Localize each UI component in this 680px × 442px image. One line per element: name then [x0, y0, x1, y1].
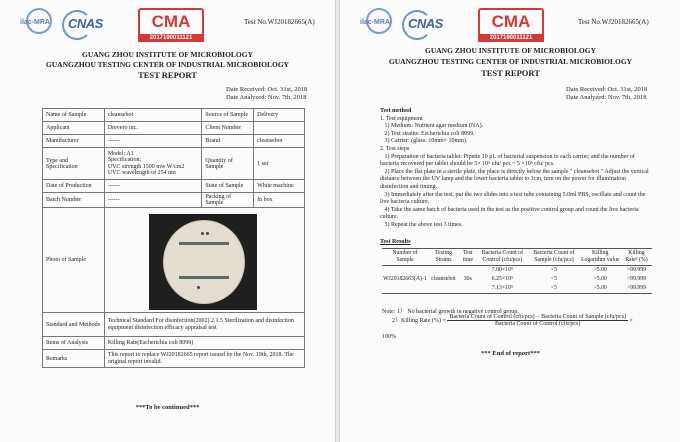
- table-row: [43, 313, 305, 337]
- sample-count: <5: [550, 276, 557, 282]
- center-name: GUANGZHOU TESTING CENTER OF INDUSTRIAL MICROBIOLOGY: [45, 60, 290, 69]
- state-value: White machine: [254, 180, 305, 193]
- applicant-value: Drevero inc.: [104, 122, 202, 135]
- report-title: TEST REPORT: [481, 68, 540, 78]
- table-row: [43, 122, 305, 135]
- test-method-section: [380, 108, 655, 230]
- col-control-count: Bacteria Count of Control (cfu/pcs): [477, 249, 529, 266]
- testing-strain: cleansebot: [428, 266, 459, 294]
- applicant-label: Applicant: [43, 122, 105, 135]
- standard-label: Standard and Methods: [43, 313, 105, 337]
- date-of-production-value: ------: [104, 180, 202, 193]
- report-page-2: [339, 0, 680, 442]
- killing-log: >5.00: [593, 276, 607, 282]
- remarks-value: This report to replace WJ20182665 report issued by the Nov. 19th, 2018. The original report invalid.: [104, 350, 304, 368]
- table-row: [43, 337, 305, 350]
- results-table: [382, 248, 652, 294]
- spec-text: Specification:: [107, 157, 142, 163]
- formula-fraction: [447, 314, 628, 327]
- formula-numerator: Bacteria Count of Control (cfu/pcs) − Bacteria Count of Sample (cfu/pcs): [449, 314, 627, 320]
- ilac-mra-logo-icon: ilac-MRA: [20, 8, 56, 34]
- photo-label: Photo of Sample: [43, 208, 105, 313]
- petri-dish: [163, 220, 245, 304]
- killing-rate-formula: [392, 314, 633, 327]
- method-line: 1) Medium: Nutrient agar medium (NA).: [380, 123, 484, 130]
- type-spec-value: [104, 148, 202, 180]
- batch-number-label: Batch Number: [43, 193, 105, 208]
- quantity-label: Quantity of Sample: [202, 148, 254, 180]
- killing-rate: >99.999: [626, 267, 647, 273]
- quantity-value: 1 set: [254, 148, 305, 180]
- test-method-lines: [380, 116, 655, 230]
- method-line: 2. Test steps: [380, 145, 410, 152]
- brand-value: cleansebot: [254, 135, 305, 148]
- packing-value: In box: [254, 193, 305, 208]
- cnas-logo-icon: CNAS: [58, 8, 122, 40]
- date-received: Date Received: Oct. 31st, 2018: [566, 86, 648, 93]
- date-analyzed: Date Analyzed: Nov. 7th, 2018: [566, 94, 647, 101]
- col-sample-count: Bacteria Count of Sample (cfu/pcs): [528, 249, 579, 266]
- method-line: 5) Repeat the above test 3 times.: [380, 221, 463, 228]
- manufacturer-label: Manufacturer: [43, 135, 105, 148]
- end-of-report: *** End of report***: [481, 350, 540, 357]
- col-testing-strains: Testing Strains: [428, 249, 459, 266]
- date-received: Date Received: Oct. 31st, 2018: [226, 86, 308, 93]
- killing-log: >5.00: [593, 267, 607, 273]
- control-count: 6.25×10⁵: [491, 276, 514, 282]
- col-killing-rate: Killing Rate² (%): [621, 249, 652, 266]
- table-row: [43, 135, 305, 148]
- note-1: Note: 1） No bacterial growth in negative control group.: [382, 309, 519, 315]
- killing-log: >5.00: [580, 284, 621, 294]
- test-results-title: Test Results: [380, 239, 411, 245]
- source-label: Source of Sample: [202, 109, 254, 122]
- test-number: Test No.WJ20182665(A): [578, 18, 649, 26]
- report-dates: [566, 86, 647, 102]
- method-line: 4) Take the same batch of bacteria used in the test as the positive control group and count the live bacteria culture.: [380, 206, 641, 221]
- model-text: Model: A1: [107, 150, 134, 157]
- manufacturer-value: ------: [104, 135, 202, 148]
- test-method-title: Test method: [380, 108, 412, 114]
- control-count: 7.00×10⁵: [491, 267, 514, 273]
- formula-prefix: 2）Killing Rate (%) =: [392, 317, 448, 324]
- report-page-1: [0, 0, 336, 442]
- method-line: 1. Test equipment: [380, 115, 423, 122]
- test-time: 30s: [459, 266, 476, 294]
- client-number-value: [254, 122, 305, 135]
- name-of-sample-value: cleansebot: [104, 109, 202, 122]
- table-row: [43, 193, 305, 208]
- standard-value: Technical Standard For disinfection(2002) 2.1.5 Sterilization and disinfection equipment disinfection efficacy appraisal test: [104, 313, 304, 337]
- cma-logo-icon: CMA 2017190011121: [478, 8, 542, 42]
- source-value: Delivery: [254, 109, 305, 122]
- items-value: Killing Rate(Escherichia coli 8099): [104, 337, 304, 350]
- formula-percent: 100%: [382, 334, 396, 340]
- items-label: Items of Analysis: [43, 337, 105, 350]
- type-spec-label: Type and Specification: [43, 148, 105, 180]
- cnas-logo-icon: CNAS: [398, 8, 462, 40]
- col-killing-log: Killing Logarithm value: [580, 249, 621, 266]
- date-analyzed: Date Analyzed: Nov. 7th, 2018: [226, 94, 307, 101]
- table-row: [382, 266, 652, 276]
- uvc-strength-text: UVC strength 1500 mw W/cm2: [107, 163, 185, 170]
- name-of-sample-label: Name of Sample: [43, 109, 105, 122]
- ilac-mra-logo-icon: ilac-MRA: [360, 8, 396, 34]
- table-row: [43, 180, 305, 193]
- institute-name: GUANG ZHOU INSTITUTE OF MICROBIOLOGY: [82, 50, 253, 59]
- state-label: State of Sample: [202, 180, 254, 193]
- continued-note: ***To be continued***: [135, 404, 200, 411]
- col-test-time: Test time: [459, 249, 476, 266]
- cma-logo-icon: CMA 2017190011121: [138, 8, 202, 42]
- test-number: Test No.WJ20182665(A): [244, 18, 315, 26]
- report-dates: [226, 86, 307, 102]
- sample-number: WJ20182665(A)-1: [382, 266, 428, 294]
- institute-name: GUANG ZHOU INSTITUTE OF MICROBIOLOGY: [425, 46, 596, 55]
- remarks-label: Remarks: [43, 350, 105, 368]
- method-line: 3) Immediately after the test, put the two slides into a test tube containing 5.0ml PBS, oscillate and count the live bacteria culture.: [380, 191, 647, 206]
- control-count: 7.13×10⁵: [477, 284, 529, 294]
- photo-cell: [104, 208, 304, 313]
- formula-suffix: ×: [629, 317, 633, 324]
- method-line: 3) Carrier: (glass: 10mm× 10mm).: [380, 138, 468, 145]
- sample-photo: [149, 214, 257, 310]
- center-name: GUANGZHOU TESTING CENTER OF INDUSTRIAL MICROBIOLOGY: [388, 57, 633, 66]
- sample-count: <5: [550, 267, 557, 273]
- formula-denominator: Bacteria Count of Control (cfu/pcs): [495, 321, 581, 327]
- results-header-row: [382, 249, 652, 266]
- method-line: 2) Place the flat plate in a sterile plate, the place is directly below the sample " cleansebot " Adjust the vertical distance between the UV lamp and the lower bacteria tablet to 1cm, turn on the power for illumination disinfection and timing.: [380, 168, 651, 190]
- client-number-label: Client Number: [202, 122, 254, 135]
- method-line: 1) Preparation of bacteria tablet: Pipette 10 μL of bacterial suspension to each carrier, and the number of bacteria recovered per tablet should be 5× 10⁵ cfu/ pcs ~ 5 ×10⁶ cfu/ pcs.: [380, 153, 637, 168]
- report-title: TEST REPORT: [138, 70, 197, 80]
- brand-label: Brand: [202, 135, 254, 148]
- col-number-of-sample: Number of Sample: [382, 249, 428, 266]
- table-row: [43, 208, 305, 313]
- method-line: 2) Test strains: Escherichia coli 8099.: [380, 130, 475, 137]
- uvc-wavelength-text: UVC wavelength of 254 nm: [107, 170, 176, 176]
- sample-info-table: [42, 108, 305, 368]
- killing-rate: >99.999: [621, 284, 652, 294]
- packing-label: Packing of Sample: [202, 193, 254, 208]
- killing-rate: >99.999: [626, 276, 647, 282]
- sample-count: <5: [528, 284, 579, 294]
- date-of-production-label: Date of Production: [43, 180, 105, 193]
- table-row: [43, 350, 305, 368]
- table-row: [43, 109, 305, 122]
- batch-number-value: ------: [104, 193, 202, 208]
- table-row: [43, 148, 305, 180]
